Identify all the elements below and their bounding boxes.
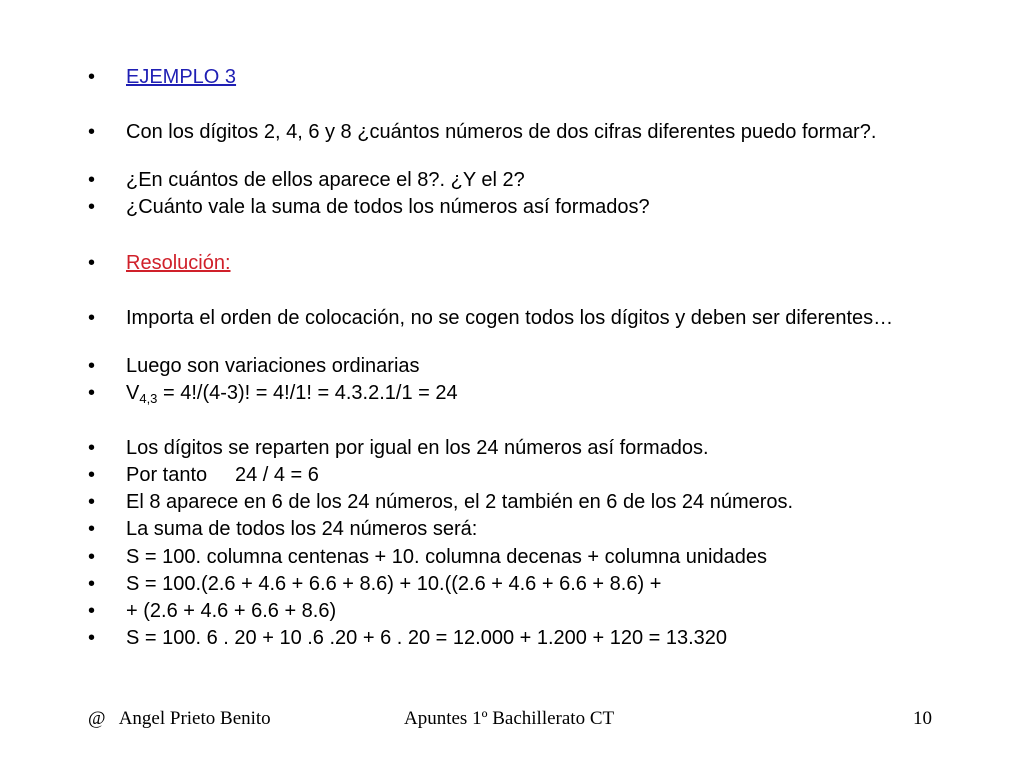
bullet-dot: • — [88, 627, 96, 649]
importa-text: Importa el orden de colocación, no se cogen todos los dígitos y deben ser diferentes… — [126, 307, 894, 329]
digitos-text: Los dígitos se reparten por igual en los 24 números así formados. — [126, 437, 709, 459]
bullet-dot: • — [88, 546, 96, 568]
bullet-dot: • — [88, 121, 96, 143]
bullet-dot: • — [88, 518, 96, 540]
variation-result: = 4!/(4-3)! = 4!/1! = 4.3.2.1/1 = 24 — [157, 382, 458, 404]
bullet-dot: • — [88, 355, 96, 377]
bullet-dot: • — [88, 169, 96, 191]
question-2-text: ¿En cuántos de ellos aparece el 8?. ¿Y el 2? — [126, 169, 525, 191]
el8-text: El 8 aparece en 6 de los 24 números, el 2 también en 6 de los 24 números. — [126, 491, 794, 513]
question-3-text: ¿Cuánto vale la suma de todos los números así formados? — [126, 196, 650, 218]
question-1-text: Con los dígitos 2, 4, 6 y 8 ¿cuántos números de dos cifras diferentes puedo formar?. — [126, 121, 877, 143]
variation-subscript: 4,3 — [139, 391, 158, 406]
footer-author: @ Angel Prieto Benito — [88, 708, 271, 729]
bullet-dot: • — [88, 66, 96, 88]
bullet-dot: • — [88, 464, 96, 486]
footer-course: Apuntes 1º Bachillerato CT — [404, 708, 615, 729]
s2-text: S = 100.(2.6 + 4.6 + 6.6 + 8.6) + 10.((2.6 + 4.6 + 6.6 + 8.6) + — [126, 573, 662, 595]
s1-text: S = 100. columna centenas + 10. columna decenas + columna unidades — [126, 546, 767, 568]
s4-text: S = 100. 6 . 20 + 10 .6 .20 + 6 . 20 = 12.000 + 1.200 + 120 = 13.320 — [126, 627, 728, 649]
bullet-dot: • — [88, 307, 96, 329]
bullet-dot: • — [88, 196, 96, 218]
suma-text: La suma de todos los 24 números será: — [126, 518, 478, 540]
example-heading: EJEMPLO 3 — [126, 66, 237, 88]
bullet-dot: • — [88, 437, 96, 459]
variation-formula — [126, 382, 926, 404]
bullet-dot: • — [88, 252, 96, 274]
bullet-dot: • — [88, 573, 96, 595]
resolucion-label: Resolución: — [126, 252, 231, 274]
variation-symbol: V — [126, 382, 140, 404]
luego-text: Luego son variaciones ordinarias — [126, 355, 420, 377]
bullet-dot: • — [88, 382, 96, 404]
s3-text: + (2.6 + 4.6 + 6.6 + 8.6) — [126, 600, 337, 622]
bullet-dot: • — [88, 491, 96, 513]
portanto-text: Por tanto 24 / 4 = 6 — [126, 464, 319, 486]
bullet-dot: • — [88, 600, 96, 622]
footer-page-number: 10 — [913, 708, 932, 729]
